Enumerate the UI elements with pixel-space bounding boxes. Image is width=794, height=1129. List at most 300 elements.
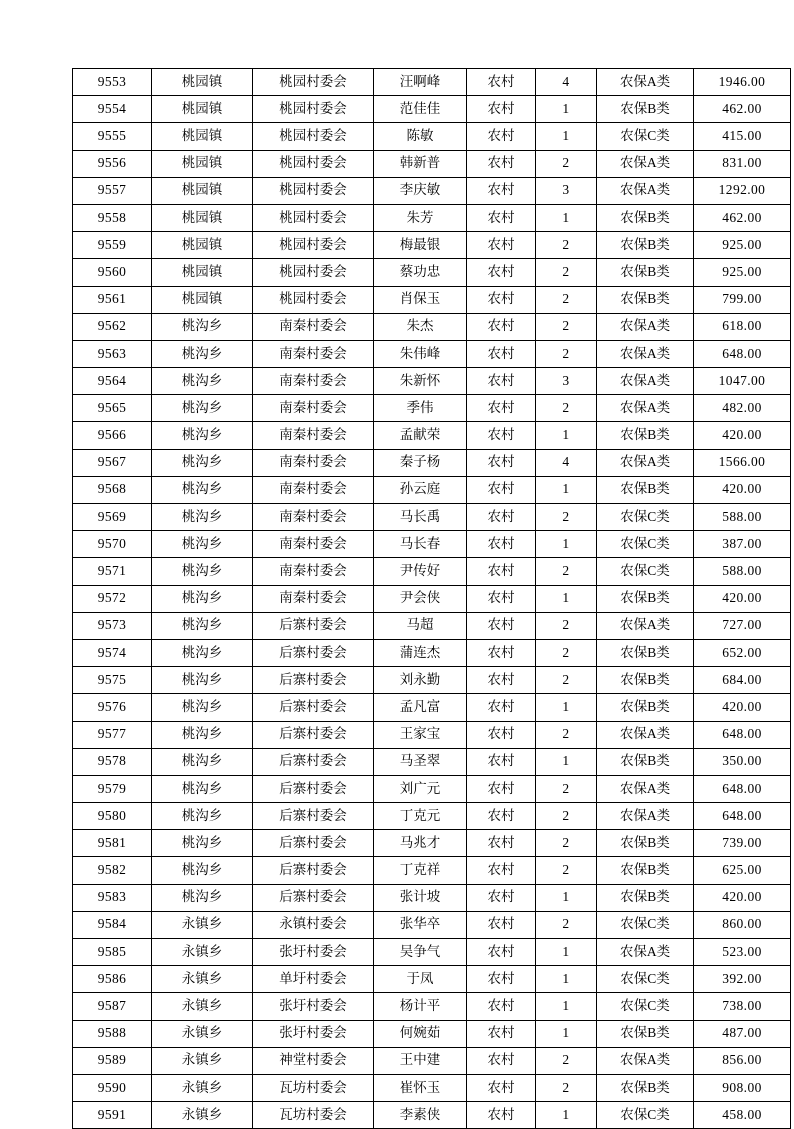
cell-category: 农保A类 — [597, 1047, 694, 1074]
cell-category: 农保A类 — [597, 775, 694, 802]
table-row — [73, 1102, 791, 1129]
cell-id: 9557 — [73, 177, 152, 204]
table-row — [73, 1074, 791, 1101]
cell-amount: 523.00 — [694, 939, 791, 966]
cell-type: 农村 — [467, 1074, 536, 1101]
cell-amount: 420.00 — [694, 422, 791, 449]
cell-id: 9560 — [73, 259, 152, 286]
cell-category: 农保A类 — [597, 803, 694, 830]
cell-id: 9574 — [73, 639, 152, 666]
cell-town: 桃沟乡 — [152, 585, 253, 612]
cell-amount: 908.00 — [694, 1074, 791, 1101]
cell-type: 农村 — [467, 748, 536, 775]
cell-amount: 856.00 — [694, 1047, 791, 1074]
cell-amount: 588.00 — [694, 558, 791, 585]
cell-id: 9559 — [73, 232, 152, 259]
cell-name: 王中建 — [374, 1047, 467, 1074]
cell-id: 9572 — [73, 585, 152, 612]
cell-amount: 648.00 — [694, 340, 791, 367]
cell-town: 桃沟乡 — [152, 368, 253, 395]
cell-count: 1 — [536, 531, 597, 558]
cell-town: 永镇乡 — [152, 993, 253, 1020]
cell-village: 单圩村委会 — [253, 966, 374, 993]
cell-category: 农保C类 — [597, 993, 694, 1020]
cell-id: 9575 — [73, 667, 152, 694]
cell-name: 蔡功忠 — [374, 259, 467, 286]
cell-name: 季伟 — [374, 395, 467, 422]
cell-village: 桃园村委会 — [253, 286, 374, 313]
cell-count: 3 — [536, 177, 597, 204]
cell-amount: 618.00 — [694, 313, 791, 340]
cell-amount: 648.00 — [694, 721, 791, 748]
cell-name: 杨计平 — [374, 993, 467, 1020]
cell-town: 永镇乡 — [152, 911, 253, 938]
cell-category: 农保A类 — [597, 368, 694, 395]
cell-id: 9568 — [73, 476, 152, 503]
cell-category: 农保C类 — [597, 531, 694, 558]
cell-town: 永镇乡 — [152, 1020, 253, 1047]
cell-name: 马圣翠 — [374, 748, 467, 775]
cell-amount: 387.00 — [694, 531, 791, 558]
cell-name: 孙云庭 — [374, 476, 467, 503]
cell-type: 农村 — [467, 232, 536, 259]
table-row — [73, 1047, 791, 1074]
cell-id: 9565 — [73, 395, 152, 422]
cell-village: 桃园村委会 — [253, 177, 374, 204]
cell-id: 9566 — [73, 422, 152, 449]
cell-type: 农村 — [467, 69, 536, 96]
cell-type: 农村 — [467, 204, 536, 231]
cell-count: 1 — [536, 1020, 597, 1047]
cell-type: 农村 — [467, 803, 536, 830]
cell-category: 农保B类 — [597, 204, 694, 231]
cell-amount: 420.00 — [694, 585, 791, 612]
cell-count: 1 — [536, 694, 597, 721]
table-row — [73, 612, 791, 639]
cell-category: 农保C类 — [597, 911, 694, 938]
cell-category: 农保A类 — [597, 395, 694, 422]
cell-town: 桃沟乡 — [152, 313, 253, 340]
cell-count: 2 — [536, 803, 597, 830]
table-row — [73, 639, 791, 666]
cell-town: 桃园镇 — [152, 150, 253, 177]
cell-town: 桃沟乡 — [152, 721, 253, 748]
cell-category: 农保B类 — [597, 857, 694, 884]
cell-village: 后寨村委会 — [253, 694, 374, 721]
cell-name: 梅最银 — [374, 232, 467, 259]
cell-count: 2 — [536, 911, 597, 938]
cell-id: 9555 — [73, 123, 152, 150]
cell-count: 2 — [536, 232, 597, 259]
cell-count: 2 — [536, 504, 597, 531]
table-row — [73, 993, 791, 1020]
cell-village: 桃园村委会 — [253, 232, 374, 259]
cell-category: 农保A类 — [597, 313, 694, 340]
cell-count: 1 — [536, 585, 597, 612]
cell-type: 农村 — [467, 123, 536, 150]
table-row — [73, 884, 791, 911]
cell-count: 1 — [536, 204, 597, 231]
cell-name: 陈敏 — [374, 123, 467, 150]
cell-town: 桃园镇 — [152, 177, 253, 204]
cell-category: 农保A类 — [597, 177, 694, 204]
cell-type: 农村 — [467, 884, 536, 911]
cell-name: 丁克祥 — [374, 857, 467, 884]
cell-type: 农村 — [467, 667, 536, 694]
cell-town: 桃沟乡 — [152, 667, 253, 694]
cell-category: 农保A类 — [597, 340, 694, 367]
cell-type: 农村 — [467, 639, 536, 666]
cell-village: 后寨村委会 — [253, 857, 374, 884]
cell-village: 桃园村委会 — [253, 69, 374, 96]
table-row — [73, 313, 791, 340]
table-row — [73, 694, 791, 721]
cell-id: 9579 — [73, 775, 152, 802]
cell-count: 2 — [536, 558, 597, 585]
cell-name: 崔怀玉 — [374, 1074, 467, 1101]
cell-type: 农村 — [467, 476, 536, 503]
cell-village: 永镇村委会 — [253, 911, 374, 938]
cell-amount: 420.00 — [694, 694, 791, 721]
cell-name: 张华卒 — [374, 911, 467, 938]
cell-village: 瓦坊村委会 — [253, 1102, 374, 1129]
cell-name: 刘广元 — [374, 775, 467, 802]
cell-amount: 415.00 — [694, 123, 791, 150]
cell-id: 9588 — [73, 1020, 152, 1047]
cell-type: 农村 — [467, 1047, 536, 1074]
cell-name: 马长禹 — [374, 504, 467, 531]
table-row — [73, 96, 791, 123]
table-row — [73, 857, 791, 884]
beneficiary-table — [72, 68, 791, 1129]
cell-category: 农保C类 — [597, 1102, 694, 1129]
cell-type: 农村 — [467, 96, 536, 123]
cell-name: 朱伟峰 — [374, 340, 467, 367]
cell-town: 桃园镇 — [152, 123, 253, 150]
table-row — [73, 395, 791, 422]
table-row — [73, 966, 791, 993]
cell-count: 2 — [536, 395, 597, 422]
cell-village: 后寨村委会 — [253, 721, 374, 748]
table-row — [73, 340, 791, 367]
cell-name: 刘永勤 — [374, 667, 467, 694]
cell-category: 农保A类 — [597, 612, 694, 639]
cell-id: 9591 — [73, 1102, 152, 1129]
cell-count: 2 — [536, 830, 597, 857]
cell-town: 桃沟乡 — [152, 803, 253, 830]
cell-amount: 350.00 — [694, 748, 791, 775]
cell-type: 农村 — [467, 422, 536, 449]
cell-id: 9563 — [73, 340, 152, 367]
cell-name: 吴争气 — [374, 939, 467, 966]
cell-id: 9573 — [73, 612, 152, 639]
cell-category: 农保B类 — [597, 259, 694, 286]
table-row — [73, 531, 791, 558]
cell-town: 桃沟乡 — [152, 884, 253, 911]
cell-id: 9561 — [73, 286, 152, 313]
table-row — [73, 177, 791, 204]
cell-village: 后寨村委会 — [253, 639, 374, 666]
cell-village: 张圩村委会 — [253, 939, 374, 966]
cell-name: 马兆才 — [374, 830, 467, 857]
cell-id: 9556 — [73, 150, 152, 177]
cell-name: 马超 — [374, 612, 467, 639]
table-row — [73, 259, 791, 286]
cell-category: 农保B类 — [597, 585, 694, 612]
cell-count: 4 — [536, 449, 597, 476]
table-row — [73, 911, 791, 938]
cell-village: 后寨村委会 — [253, 748, 374, 775]
cell-category: 农保A类 — [597, 69, 694, 96]
cell-category: 农保B类 — [597, 667, 694, 694]
cell-town: 桃沟乡 — [152, 612, 253, 639]
cell-type: 农村 — [467, 340, 536, 367]
cell-type: 农村 — [467, 911, 536, 938]
cell-amount: 462.00 — [694, 204, 791, 231]
cell-category: 农保C类 — [597, 558, 694, 585]
cell-name: 范佳佳 — [374, 96, 467, 123]
table-row — [73, 775, 791, 802]
cell-village: 南秦村委会 — [253, 504, 374, 531]
cell-id: 9569 — [73, 504, 152, 531]
cell-town: 桃园镇 — [152, 96, 253, 123]
cell-type: 农村 — [467, 177, 536, 204]
cell-town: 桃沟乡 — [152, 748, 253, 775]
cell-town: 桃沟乡 — [152, 422, 253, 449]
cell-id: 9578 — [73, 748, 152, 775]
cell-amount: 392.00 — [694, 966, 791, 993]
cell-count: 1 — [536, 123, 597, 150]
cell-count: 1 — [536, 748, 597, 775]
table-row — [73, 585, 791, 612]
cell-amount: 799.00 — [694, 286, 791, 313]
cell-amount: 648.00 — [694, 775, 791, 802]
cell-village: 南秦村委会 — [253, 395, 374, 422]
cell-category: 农保B类 — [597, 884, 694, 911]
table-row — [73, 232, 791, 259]
cell-amount: 1946.00 — [694, 69, 791, 96]
cell-town: 永镇乡 — [152, 1074, 253, 1101]
cell-village: 桃园村委会 — [253, 150, 374, 177]
cell-category: 农保B类 — [597, 286, 694, 313]
cell-category: 农保B类 — [597, 639, 694, 666]
cell-category: 农保A类 — [597, 939, 694, 966]
cell-village: 后寨村委会 — [253, 884, 374, 911]
cell-name: 王家宝 — [374, 721, 467, 748]
cell-town: 桃园镇 — [152, 259, 253, 286]
cell-count: 2 — [536, 775, 597, 802]
table-row — [73, 150, 791, 177]
cell-count: 2 — [536, 340, 597, 367]
cell-town: 桃沟乡 — [152, 476, 253, 503]
cell-town: 桃园镇 — [152, 286, 253, 313]
cell-town: 永镇乡 — [152, 966, 253, 993]
cell-type: 农村 — [467, 1102, 536, 1129]
cell-town: 桃沟乡 — [152, 504, 253, 531]
cell-village: 张圩村委会 — [253, 993, 374, 1020]
cell-name: 朱杰 — [374, 313, 467, 340]
cell-count: 2 — [536, 286, 597, 313]
cell-count: 2 — [536, 1074, 597, 1101]
cell-count: 2 — [536, 667, 597, 694]
cell-category: 农保B类 — [597, 830, 694, 857]
cell-category: 农保B类 — [597, 476, 694, 503]
cell-amount: 739.00 — [694, 830, 791, 857]
cell-type: 农村 — [467, 558, 536, 585]
cell-town: 桃沟乡 — [152, 340, 253, 367]
table-row — [73, 476, 791, 503]
table-row — [73, 69, 791, 96]
cell-village: 神堂村委会 — [253, 1047, 374, 1074]
cell-village: 桃园村委会 — [253, 96, 374, 123]
cell-type: 农村 — [467, 449, 536, 476]
cell-category: 农保C类 — [597, 966, 694, 993]
cell-type: 农村 — [467, 531, 536, 558]
cell-type: 农村 — [467, 504, 536, 531]
cell-amount: 487.00 — [694, 1020, 791, 1047]
cell-amount: 1047.00 — [694, 368, 791, 395]
cell-count: 1 — [536, 966, 597, 993]
cell-name: 李素侠 — [374, 1102, 467, 1129]
cell-id: 9567 — [73, 449, 152, 476]
cell-type: 农村 — [467, 612, 536, 639]
cell-amount: 482.00 — [694, 395, 791, 422]
cell-category: 农保B类 — [597, 232, 694, 259]
table-row — [73, 422, 791, 449]
table-row — [73, 667, 791, 694]
cell-category: 农保B类 — [597, 1074, 694, 1101]
cell-type: 农村 — [467, 775, 536, 802]
cell-town: 永镇乡 — [152, 1102, 253, 1129]
table-row — [73, 830, 791, 857]
cell-category: 农保B类 — [597, 96, 694, 123]
cell-name: 肖保玉 — [374, 286, 467, 313]
cell-town: 桃沟乡 — [152, 531, 253, 558]
cell-type: 农村 — [467, 721, 536, 748]
cell-type: 农村 — [467, 1020, 536, 1047]
cell-village: 桃园村委会 — [253, 123, 374, 150]
cell-id: 9576 — [73, 694, 152, 721]
table-row — [73, 939, 791, 966]
cell-type: 农村 — [467, 830, 536, 857]
cell-village: 后寨村委会 — [253, 667, 374, 694]
cell-amount: 420.00 — [694, 476, 791, 503]
cell-name: 汪啊峰 — [374, 69, 467, 96]
cell-village: 后寨村委会 — [253, 775, 374, 802]
cell-village: 张圩村委会 — [253, 1020, 374, 1047]
cell-amount: 625.00 — [694, 857, 791, 884]
table-row — [73, 721, 791, 748]
cell-count: 1 — [536, 993, 597, 1020]
cell-category: 农保A类 — [597, 150, 694, 177]
table-body — [73, 69, 791, 1129]
cell-type: 农村 — [467, 150, 536, 177]
cell-village: 后寨村委会 — [253, 803, 374, 830]
cell-town: 桃园镇 — [152, 232, 253, 259]
cell-id: 9562 — [73, 313, 152, 340]
cell-name: 尹会侠 — [374, 585, 467, 612]
cell-amount: 738.00 — [694, 993, 791, 1020]
cell-amount: 831.00 — [694, 150, 791, 177]
cell-name: 何婉茹 — [374, 1020, 467, 1047]
cell-count: 1 — [536, 422, 597, 449]
cell-id: 9584 — [73, 911, 152, 938]
cell-town: 桃沟乡 — [152, 558, 253, 585]
cell-village: 南秦村委会 — [253, 476, 374, 503]
cell-id: 9589 — [73, 1047, 152, 1074]
cell-amount: 648.00 — [694, 803, 791, 830]
cell-id: 9581 — [73, 830, 152, 857]
cell-village: 后寨村委会 — [253, 830, 374, 857]
cell-id: 9587 — [73, 993, 152, 1020]
cell-village: 南秦村委会 — [253, 368, 374, 395]
cell-type: 农村 — [467, 259, 536, 286]
cell-type: 农村 — [467, 313, 536, 340]
cell-town: 桃园镇 — [152, 69, 253, 96]
table-row — [73, 449, 791, 476]
table-row — [73, 748, 791, 775]
cell-count: 1 — [536, 1102, 597, 1129]
table-row — [73, 123, 791, 150]
cell-count: 2 — [536, 150, 597, 177]
cell-type: 农村 — [467, 857, 536, 884]
cell-count: 2 — [536, 721, 597, 748]
cell-amount: 1566.00 — [694, 449, 791, 476]
cell-town: 桃沟乡 — [152, 830, 253, 857]
cell-village: 南秦村委会 — [253, 449, 374, 476]
cell-town: 永镇乡 — [152, 939, 253, 966]
cell-id: 9585 — [73, 939, 152, 966]
cell-category: 农保B类 — [597, 422, 694, 449]
cell-category: 农保B类 — [597, 748, 694, 775]
cell-id: 9582 — [73, 857, 152, 884]
cell-name: 于凤 — [374, 966, 467, 993]
table-row — [73, 1020, 791, 1047]
cell-name: 孟献荣 — [374, 422, 467, 449]
cell-count: 1 — [536, 939, 597, 966]
cell-name: 张计坡 — [374, 884, 467, 911]
cell-amount: 652.00 — [694, 639, 791, 666]
cell-type: 农村 — [467, 966, 536, 993]
cell-category: 农保A类 — [597, 449, 694, 476]
cell-name: 尹传好 — [374, 558, 467, 585]
cell-village: 后寨村委会 — [253, 612, 374, 639]
cell-town: 桃沟乡 — [152, 449, 253, 476]
cell-type: 农村 — [467, 939, 536, 966]
cell-town: 桃园镇 — [152, 204, 253, 231]
cell-count: 2 — [536, 612, 597, 639]
cell-count: 1 — [536, 476, 597, 503]
cell-id: 9583 — [73, 884, 152, 911]
table-row — [73, 286, 791, 313]
cell-village: 桃园村委会 — [253, 204, 374, 231]
cell-town: 永镇乡 — [152, 1047, 253, 1074]
cell-type: 农村 — [467, 585, 536, 612]
cell-amount: 462.00 — [694, 96, 791, 123]
cell-amount: 860.00 — [694, 911, 791, 938]
cell-town: 桃沟乡 — [152, 639, 253, 666]
cell-name: 孟凡富 — [374, 694, 467, 721]
cell-village: 南秦村委会 — [253, 558, 374, 585]
cell-name: 朱新怀 — [374, 368, 467, 395]
cell-amount: 925.00 — [694, 259, 791, 286]
cell-type: 农村 — [467, 694, 536, 721]
cell-type: 农村 — [467, 993, 536, 1020]
cell-village: 南秦村委会 — [253, 422, 374, 449]
cell-count: 3 — [536, 368, 597, 395]
cell-amount: 458.00 — [694, 1102, 791, 1129]
table-row — [73, 803, 791, 830]
